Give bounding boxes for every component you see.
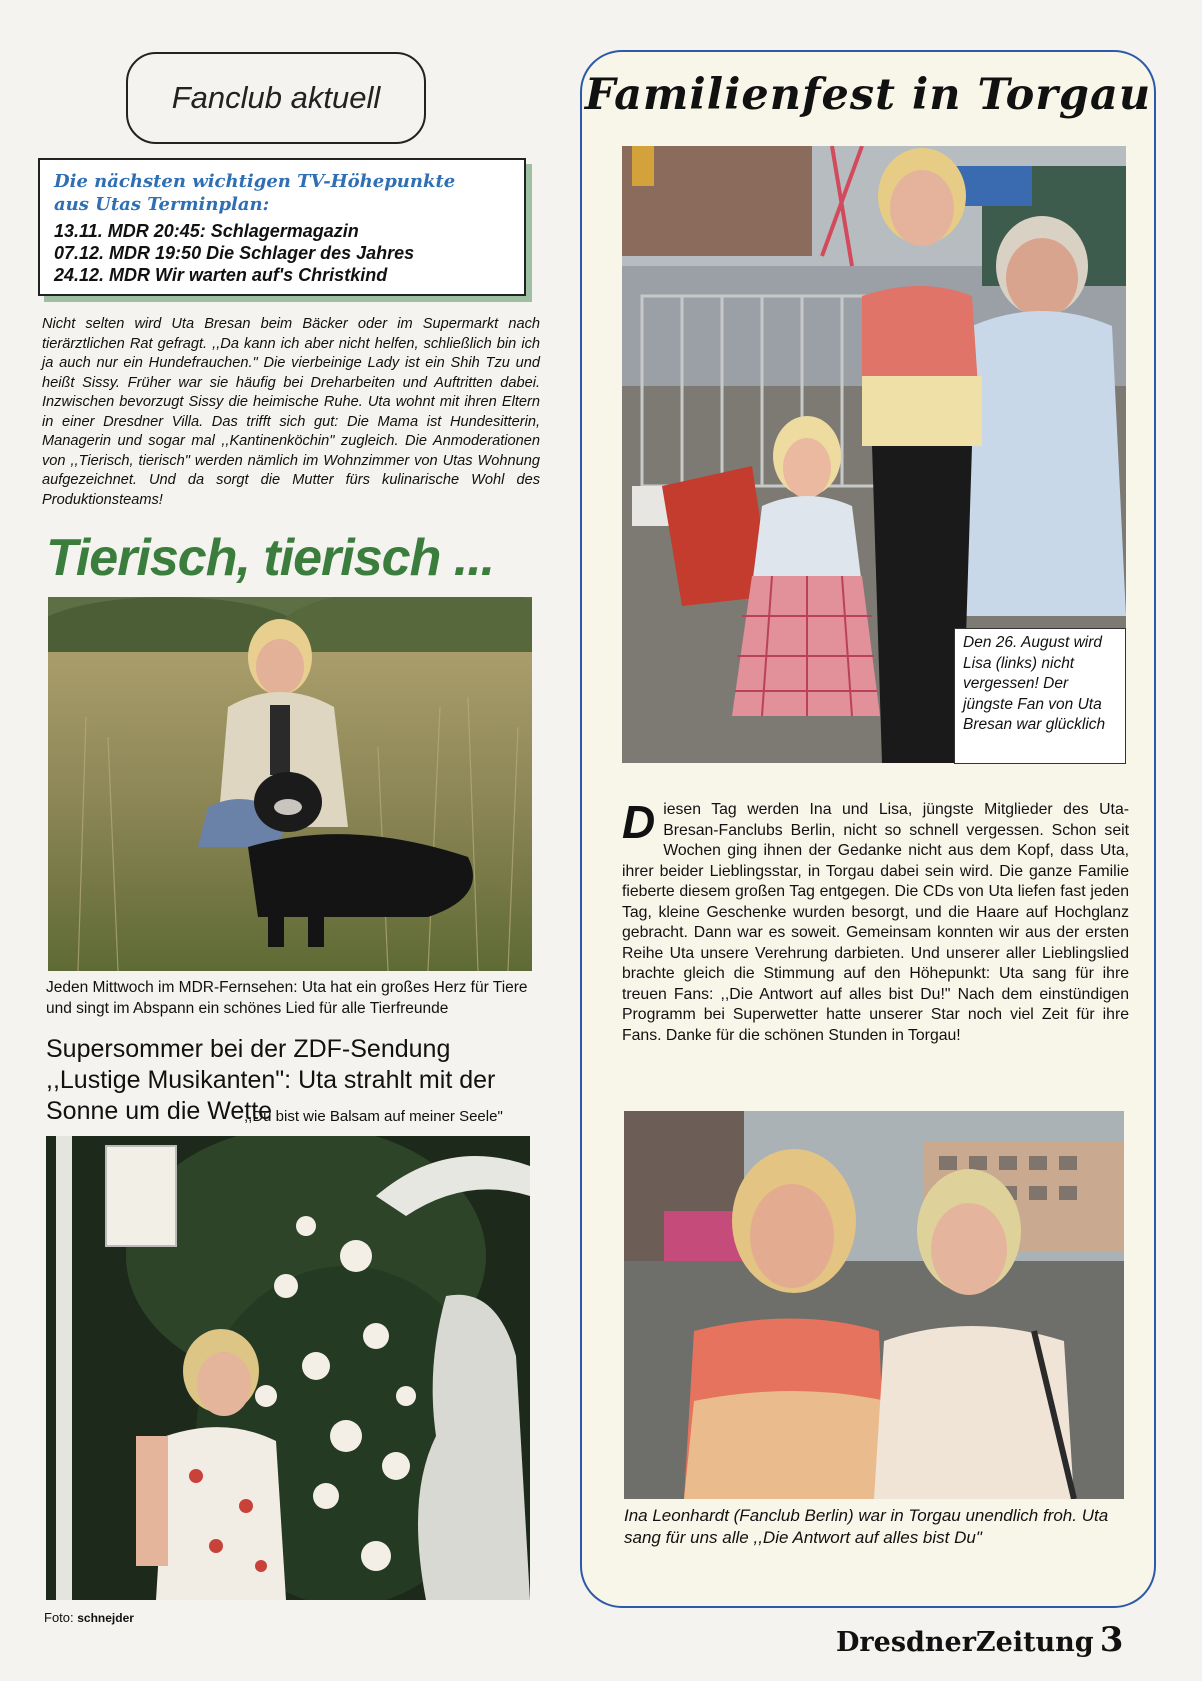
familienfest-headline: Familienfest in Torgau — [584, 70, 1152, 120]
photo4-caption: Ina Leonhardt (Fanclub Berlin) war in Torgau unendlich froh. Uta sang für uns alle ,,Die Antwort auf alles bist Du" — [624, 1506, 1109, 1547]
tv-highlights-box — [38, 158, 526, 296]
photo2-subtitle: ,,Du bist wie Balsam auf meiner Seele" — [244, 1108, 503, 1125]
photo-caption-box: Den 26. August wird Lisa (links) nicht vergessen! Der jüngste Fan von Uta Bresan war glücklich — [954, 628, 1126, 764]
photo-credit: Foto: schnejder — [44, 1610, 134, 1625]
photo2-title: Supersommer bei der ZDF-Sendung ,,Lustige Musikanten": Uta strahlt mit der Sonne um die Wette — [46, 1035, 496, 1125]
photo-uta-and-ina — [624, 1111, 1124, 1499]
photo-uta-rose-garden — [46, 1136, 530, 1600]
tv-item: 07.12. MDR 19:50 Die Schlager des Jahres — [54, 243, 415, 263]
article-dropcap: D — [622, 796, 656, 848]
article-text: Diesen Tag werden Ina und Lisa, jüngste Mitglieder des Uta-Bresan-Fanclubs Berlin, nicht so schnell vergessen. Schon seit Wochen ging ihnen der Gedanke nicht aus dem Kopf, dass Uta, ihrer beider Lieblingsstar, in Torgau dabei sein wird. Die ganze Familie fieberte diesem großen Tag entgegen. Die CDs von Uta liefen fast jeden Tag, kleine Geschenke wurden besorgt, und die Haare auf Hochglanz gebracht. Dann war es soweit. Gemeinsam konnten wir aus der ersten Reihe Uta unsere Verehrung darbieten. Und unserer aller Lieblingslied brachte gleich die Stimmung auf den Höhepunkt: Uta sang für ihre treuen Fans: ,,Die Antwort auf alles bist Du!" Nach dem einstündigen Programm bei Superwetter hatte unserer Star noch viel Zeit für ihre Fans. Danke für die schönen Stunden in Torgau! — [622, 796, 1129, 1044]
publication-name: DresdnerZeitung — [836, 1627, 1094, 1658]
tv-item: 13.11. MDR 20:45: Schlagermagazin — [54, 221, 359, 241]
tv-item: 24.12. MDR Wir warten auf's Christkind — [54, 265, 388, 285]
photo1-caption: Jeden Mittwoch im MDR-Fernsehen: Uta hat ein großes Herz für Tiere und singt im Abspann ein schönes Lied für alle Tierfreunde — [46, 979, 528, 1017]
intro-text: Nicht selten wird Uta Bresan beim Bäcker oder im Supermarkt nach tierärztlichen Rat gefragt. ,,Da kann ich aber nicht helfen, schließlich bin ich ja auch nur ein Hundefrauchen." Die vierbeinige Lady ist ein Shih Tzu und heißt Sissy. Früher war sie häufig bei Dreharbeiten und Auftritten dabei. Inzwischen bevorzugt Sissy die heimische Ruhe. Uta wohnt mit ihren Eltern in einer Dresdner Villa. Das trifft sich gut: Die Mama ist Hundesitterin, Managerin und sogar mal ,,Kantinenköchin" zugleich. Die Anmoderationen von ,,Tierisch, tierisch" werden nämlich im Wohnzimmer von Utas Wohnung aufgezeichnet. Und da sorgt die Mutter fürs kulinarische Wohl des Produktionsteams! — [42, 316, 540, 508]
publication-footer — [836, 1620, 1123, 1660]
tierisch-headline: Tierisch, tierisch ... — [46, 529, 495, 587]
tv-box-heading: Die nächsten wichtigen TV-Höhepunkte aus Utas Terminplan: — [54, 171, 456, 215]
section-label: Fanclub aktuell — [126, 52, 426, 144]
photo-uta-with-dog — [48, 597, 532, 971]
page-number: 3 — [1099, 1620, 1124, 1660]
